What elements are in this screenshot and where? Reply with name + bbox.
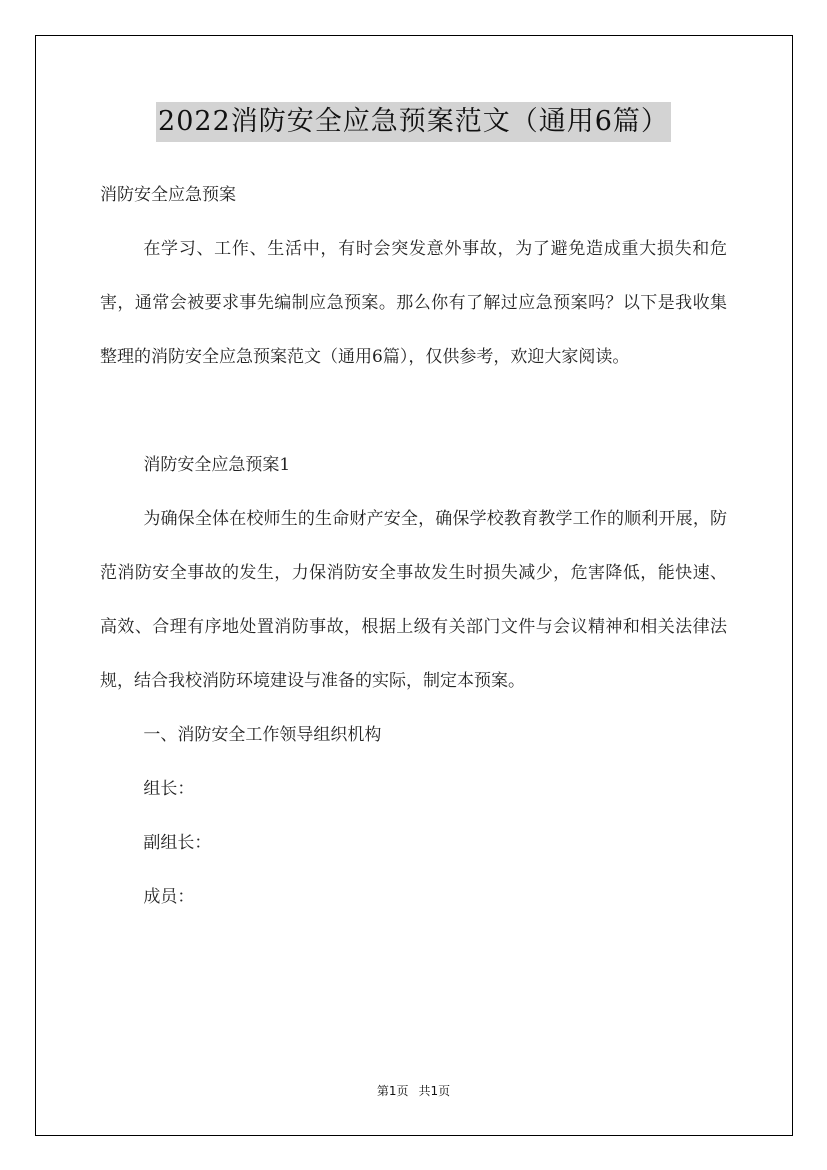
page-number-current: 第1页 xyxy=(376,1084,409,1098)
document-subtitle: 消防安全应急预案 xyxy=(100,185,236,205)
intro-paragraph: 在学习、工作、生活中，有时会突发意外事故，为了避免造成重大损失和危害，通常会被要求事先编制应急预案。那么你有了解过应急预案吗？以下是我收集整理的消防安全应急预案范文（通用6篇），仅供参考，欢迎大家阅读。 xyxy=(100,239,727,367)
title-container xyxy=(0,102,827,142)
paragraph-spacer xyxy=(100,384,727,438)
document-title: 2022消防安全应急预案范文（通用6篇） xyxy=(156,102,671,142)
page-footer xyxy=(0,1082,827,1099)
members-label: 成员： xyxy=(143,887,195,907)
deputy-leader-label: 副组长： xyxy=(143,833,212,853)
section-heading: 消防安全应急预案1 xyxy=(143,455,291,475)
document-body xyxy=(100,168,727,924)
leader-label: 组长： xyxy=(143,779,195,799)
organization-heading: 一、消防安全工作领导组织机构 xyxy=(143,725,382,745)
page-number-total: 共1页 xyxy=(418,1084,451,1098)
section-paragraph: 为确保全体在校师生的生命财产安全，确保学校教育教学工作的顺利开展，防范消防安全事故的发生，力保消防安全事故发生时损失减少，危害降低，能快速、高效、合理有序地处置消防事故，根据上级有关部门文件与会议精神和相关法律法规，结合我校消防环境建设与准备的实际，制定本预案。 xyxy=(100,509,727,691)
